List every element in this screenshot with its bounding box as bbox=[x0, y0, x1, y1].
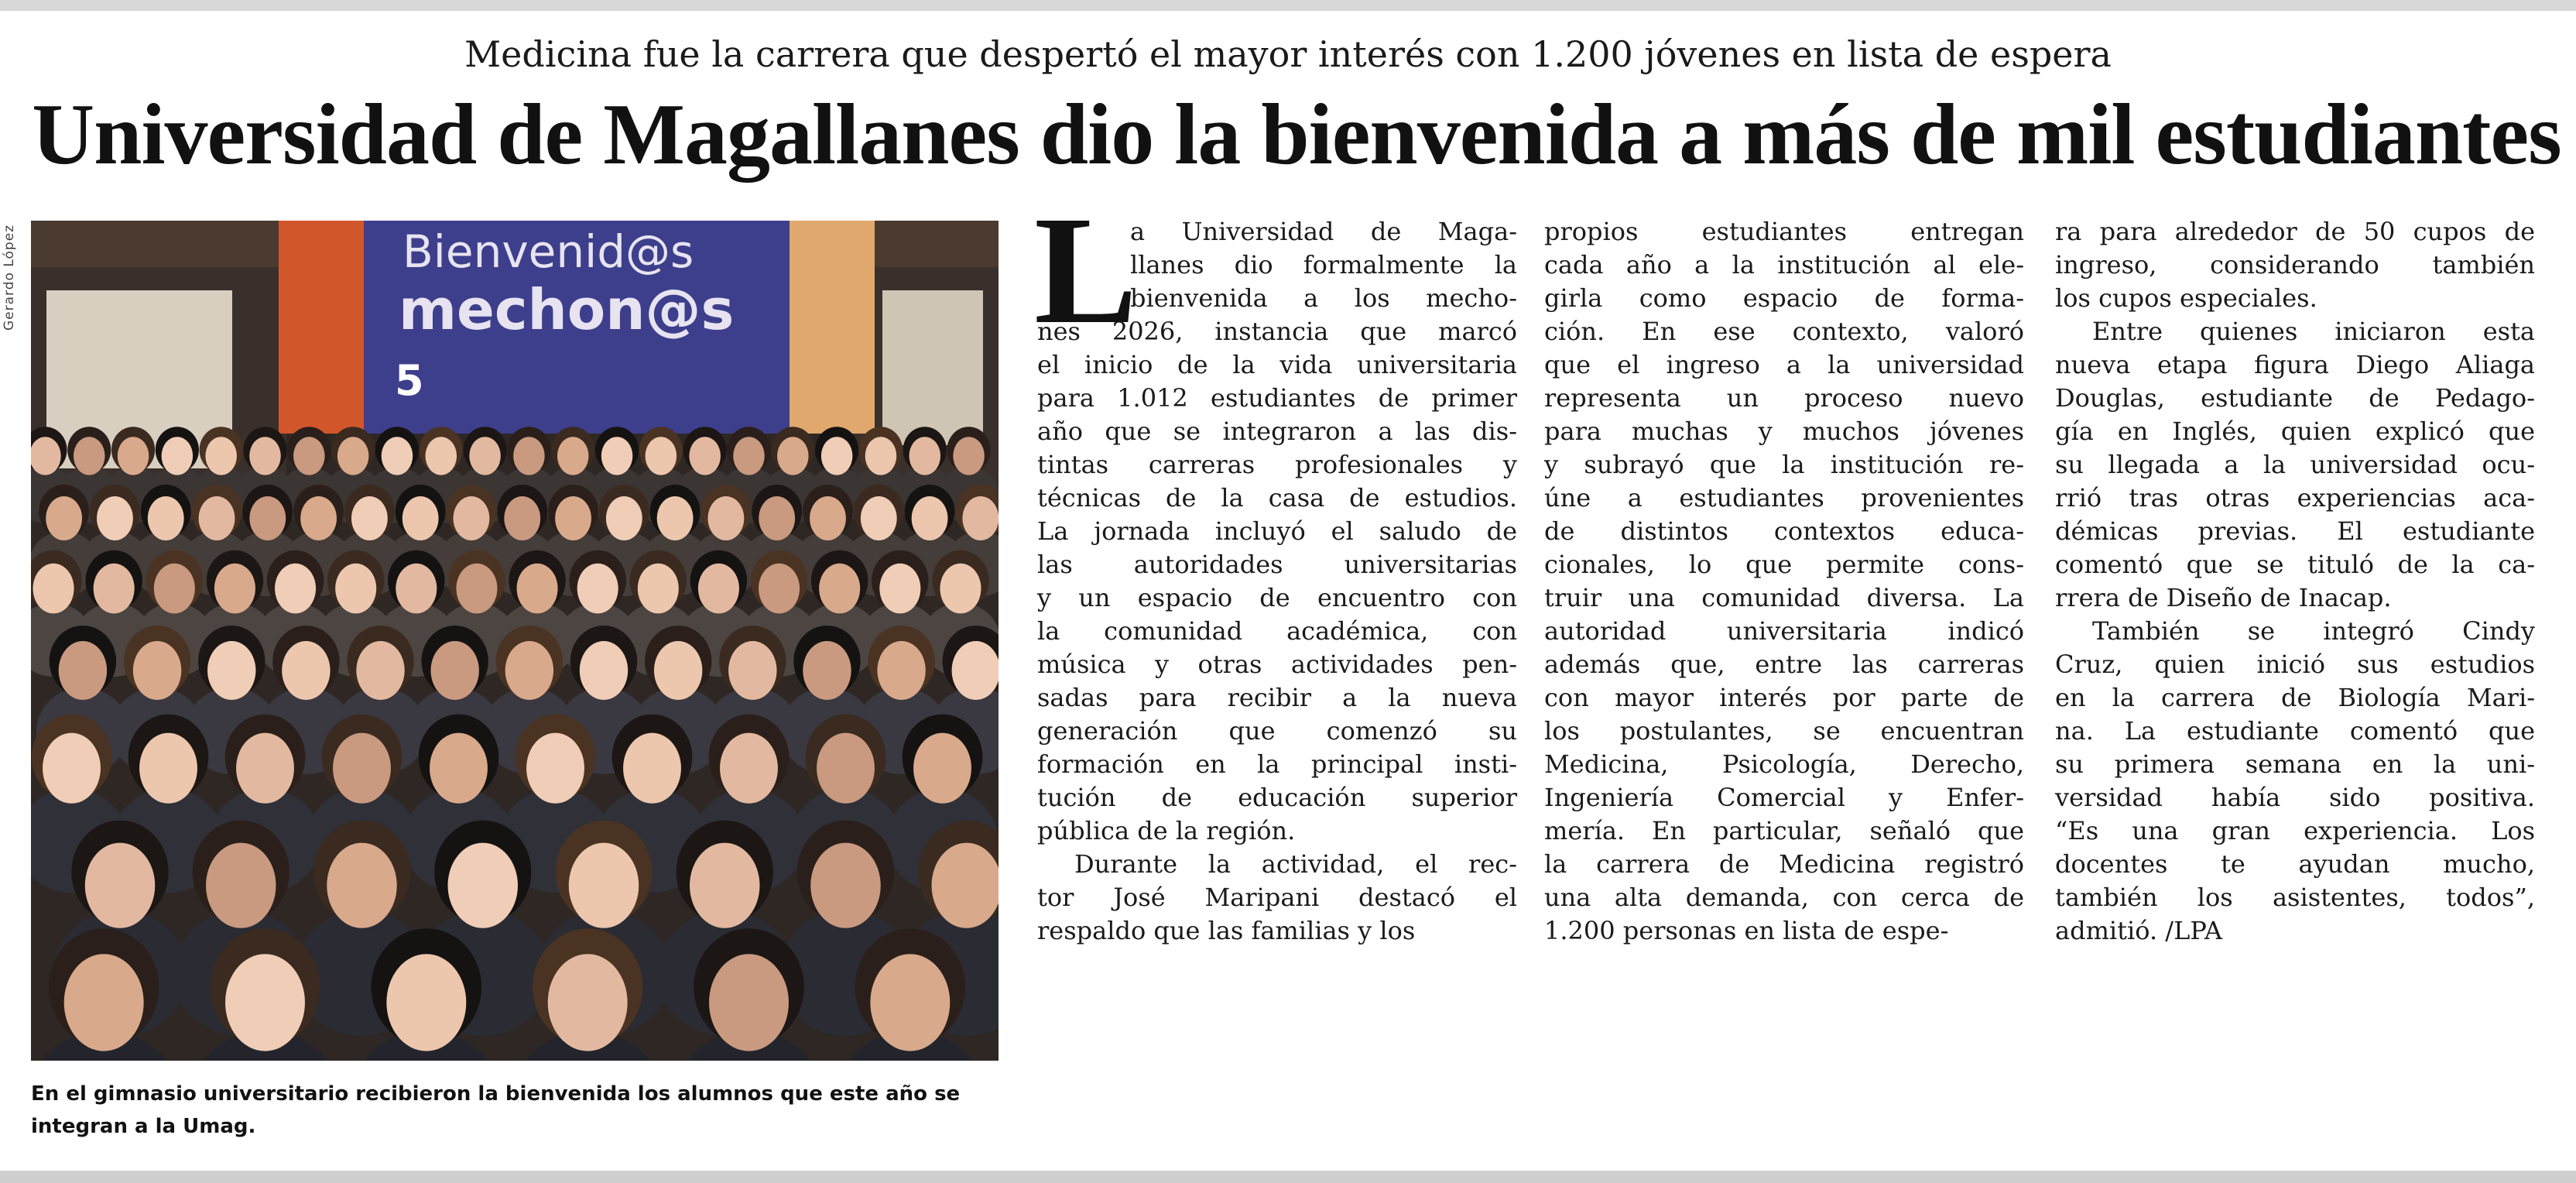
student-face bbox=[601, 437, 633, 475]
article-line: también los asistentes, todos”, bbox=[2055, 883, 2535, 912]
student-face bbox=[720, 733, 778, 804]
student-face bbox=[698, 564, 739, 614]
article-line: propios estudiantes entregan bbox=[1544, 217, 2024, 246]
student-face bbox=[139, 733, 197, 804]
student-face bbox=[657, 496, 694, 540]
student-face bbox=[333, 733, 391, 804]
article-line: bienvenida a los mecho- bbox=[1130, 283, 1517, 313]
student-face bbox=[913, 733, 971, 804]
student-face bbox=[870, 954, 950, 1051]
article-line: año que se integraron a las dis- bbox=[1037, 417, 1517, 446]
article-line: También se integró Cindy bbox=[2092, 616, 2535, 646]
article-line: nes 2026, instancia que marcó bbox=[1037, 317, 1517, 346]
student-face bbox=[557, 437, 589, 475]
article-line: una alta demanda, con cerca de bbox=[1544, 883, 2024, 912]
student-face bbox=[646, 437, 677, 475]
student-face bbox=[728, 641, 776, 700]
article-line: música y otras actividades pen- bbox=[1037, 650, 1517, 679]
article-line: Cruz, quien inició sus estudios bbox=[2055, 650, 2535, 679]
student-face bbox=[777, 437, 809, 475]
student-face bbox=[879, 564, 920, 614]
article-line: generación que comenzó su bbox=[1037, 716, 1517, 746]
student-face bbox=[821, 437, 853, 475]
student-face bbox=[577, 564, 618, 614]
student-face bbox=[709, 954, 789, 1051]
student-face bbox=[690, 843, 759, 928]
student-face bbox=[64, 954, 144, 1051]
student-face bbox=[236, 733, 294, 804]
article-line: los postulantes, se encuentran bbox=[1544, 716, 2024, 746]
article-line: y un espacio de encuentro con bbox=[1037, 583, 1517, 612]
student-face bbox=[707, 496, 744, 540]
article-line: técnicas de la casa de estudios. bbox=[1037, 483, 1517, 513]
student-face bbox=[569, 843, 639, 928]
article-line: girla como espacio de forma- bbox=[1544, 283, 2024, 313]
student-face bbox=[654, 641, 702, 700]
article-line: a Universidad de Maga- bbox=[1130, 217, 1517, 246]
student-face bbox=[504, 496, 540, 540]
article-photo bbox=[31, 221, 999, 1061]
article-line: con mayor interés por parte de bbox=[1544, 683, 2024, 712]
article-line: 1.200 personas en lista de espe- bbox=[1544, 916, 1949, 945]
bottom-rule bbox=[0, 1171, 2576, 1183]
student-face bbox=[154, 564, 195, 614]
student-face bbox=[759, 564, 800, 614]
article-line: que el ingreso a la universidad bbox=[1544, 350, 2024, 379]
article-line: admitió. /LPA bbox=[2055, 916, 2223, 945]
article-line: ción. En ese contexto, valoró bbox=[1544, 317, 2024, 346]
student-face bbox=[425, 437, 457, 475]
student-face bbox=[962, 496, 999, 540]
article-line: pública de la región. bbox=[1037, 816, 1296, 845]
student-face bbox=[199, 496, 235, 540]
photo-credit: Gerardo López bbox=[2, 225, 17, 331]
student-face bbox=[43, 733, 101, 804]
student-face bbox=[293, 437, 325, 475]
student-face bbox=[46, 496, 82, 540]
article-line: además que, entre las carreras bbox=[1544, 650, 2024, 679]
article-line: sadas para recibir a la nueva bbox=[1037, 683, 1517, 712]
student-face bbox=[505, 641, 553, 700]
article-line: las autoridades universitarias bbox=[1037, 550, 1517, 579]
article-line: representa un proceso nuevo bbox=[1544, 383, 2024, 413]
student-face bbox=[448, 843, 518, 928]
student-face bbox=[548, 954, 628, 1051]
top-rule bbox=[0, 0, 2576, 11]
student-face bbox=[275, 564, 316, 614]
article-line: tor José Maripani destacó el bbox=[1037, 883, 1517, 912]
article-line: cionales, lo que permite cons- bbox=[1544, 550, 2024, 579]
student-face bbox=[31, 437, 61, 475]
article-line: “Es una gran experiencia. Los bbox=[2055, 816, 2535, 845]
student-face bbox=[206, 843, 276, 928]
student-face bbox=[469, 437, 501, 475]
student-face bbox=[148, 496, 184, 540]
student-face bbox=[810, 496, 846, 540]
article-line: la carrera de Medicina registró bbox=[1544, 849, 2024, 879]
student-face bbox=[162, 437, 194, 475]
student-face bbox=[877, 641, 925, 700]
student-face bbox=[759, 496, 795, 540]
article-line: Ingeniería Comercial y Enfer- bbox=[1544, 783, 2024, 812]
student-face bbox=[932, 843, 999, 928]
article-line: llanes dio formalmente la bbox=[1130, 250, 1517, 279]
student-face bbox=[382, 437, 413, 475]
article-headline: Universidad de Magallanes dio la bienvenida a más de mil estudiantes bbox=[32, 87, 2561, 183]
article-line: mería. En particular, señaló que bbox=[1544, 816, 2024, 845]
student-face bbox=[300, 496, 337, 540]
student-face bbox=[580, 641, 628, 700]
article-line: La jornada incluyó el saludo de bbox=[1037, 516, 1517, 546]
student-face bbox=[402, 496, 439, 540]
article-line: formación en la principal insti- bbox=[1037, 749, 1517, 779]
student-face bbox=[249, 437, 281, 475]
article-line: su llegada a la universidad ocu- bbox=[2055, 450, 2535, 479]
student-face bbox=[803, 641, 851, 700]
article-line: ingreso, considerando también bbox=[2055, 250, 2535, 279]
article-column-2 bbox=[1544, 215, 2024, 948]
article-line: nueva etapa figura Diego Aliaga bbox=[2055, 350, 2535, 379]
article-column-1 bbox=[1034, 185, 1517, 948]
article-line: respaldo que las familias y los bbox=[1037, 916, 1416, 945]
article-line: para muchas y muchos jóvenes bbox=[1544, 417, 2024, 446]
student-face bbox=[638, 564, 679, 614]
article-line: Douglas, estudiante de Pedago- bbox=[2055, 383, 2535, 413]
article-line: gía en Inglés, quien explicó que bbox=[2055, 417, 2535, 446]
student-face bbox=[337, 437, 369, 475]
student-face bbox=[214, 564, 255, 614]
article-line: rrió tras otras experiencias aca- bbox=[2055, 483, 2535, 513]
article-line: el inicio de la vida universitaria bbox=[1037, 350, 1517, 379]
student-face bbox=[33, 564, 74, 614]
student-face bbox=[430, 733, 488, 804]
student-face bbox=[327, 843, 396, 928]
student-face bbox=[513, 437, 545, 475]
article-line: na. La estudiante comentó que bbox=[2055, 716, 2535, 746]
article-line: y subrayó que la institución re- bbox=[1544, 450, 2024, 479]
article-line: los cupos especiales. bbox=[2055, 283, 2317, 313]
article-kicker: Medicina fue la carrera que despertó el mayor interés con 1.200 jóvenes en lista de espera bbox=[464, 33, 2112, 75]
article-column-3 bbox=[2055, 215, 2535, 948]
student-face bbox=[396, 564, 437, 614]
student-face bbox=[59, 641, 107, 700]
student-face bbox=[517, 564, 558, 614]
student-face bbox=[205, 437, 237, 475]
article-line: úne a estudiantes provenientes bbox=[1544, 483, 2024, 513]
article-line: autoridad universitaria indicó bbox=[1544, 616, 2024, 646]
article-line: rrera de Diseño de Inacap. bbox=[2055, 583, 2392, 612]
article-line: la comunidad académica, con bbox=[1037, 616, 1517, 646]
student-face bbox=[282, 641, 330, 700]
student-face bbox=[555, 496, 591, 540]
student-face bbox=[865, 437, 897, 475]
article-line: en la carrera de Biología Mari- bbox=[2055, 683, 2535, 712]
student-face bbox=[861, 496, 897, 540]
student-face bbox=[456, 564, 497, 614]
student-face bbox=[118, 437, 149, 475]
article-line: su primera semana en la uni- bbox=[2055, 749, 2535, 779]
student-face bbox=[526, 733, 584, 804]
student-face bbox=[85, 843, 155, 928]
student-face bbox=[356, 641, 404, 700]
article-line: Entre quienes iniciaron esta bbox=[2092, 317, 2535, 346]
photo-caption: En el gimnasio universitario recibieron la bienvenida los alumnos que este año se integran a la Umag. bbox=[31, 1082, 961, 1138]
student-face bbox=[819, 564, 860, 614]
student-face bbox=[909, 437, 940, 475]
photo-banner-number: 5 bbox=[395, 356, 424, 405]
student-face bbox=[430, 641, 478, 700]
article-line: cada año a la institución al ele- bbox=[1544, 250, 2024, 279]
student-face bbox=[74, 437, 105, 475]
student-face bbox=[817, 733, 875, 804]
student-face bbox=[335, 564, 376, 614]
article-line: tución de educación superior bbox=[1037, 783, 1517, 812]
student-face bbox=[623, 733, 681, 804]
photo-banner-text: Bienvenid@s bbox=[402, 225, 694, 278]
article-line: Durante la actividad, el rec- bbox=[1074, 849, 1517, 879]
student-face bbox=[386, 954, 466, 1051]
article-line: truir una comunidad diversa. La bbox=[1544, 583, 2024, 612]
article-line: docentes te ayudan mucho, bbox=[2055, 849, 2535, 879]
student-face bbox=[249, 496, 286, 540]
student-face bbox=[952, 641, 999, 700]
student-face bbox=[94, 564, 135, 614]
photo-banner-text-2: mechon@s bbox=[399, 277, 735, 342]
student-face bbox=[953, 437, 985, 475]
article-line: ra para alrededor de 50 cupos de bbox=[2055, 217, 2535, 246]
student-face bbox=[97, 496, 133, 540]
student-face bbox=[689, 437, 721, 475]
student-face bbox=[454, 496, 490, 540]
student-face bbox=[940, 564, 981, 614]
article-line: versidad había sido positiva. bbox=[2055, 783, 2535, 812]
article-line: Medicina, Psicología, Derecho, bbox=[1544, 749, 2024, 779]
student-face bbox=[912, 496, 948, 540]
drop-cap: L bbox=[1034, 185, 1138, 356]
student-face bbox=[351, 496, 388, 540]
student-face bbox=[733, 437, 765, 475]
student-face bbox=[225, 954, 305, 1051]
article-line: démicas previas. El estudiante bbox=[2055, 516, 2535, 546]
student-face bbox=[133, 641, 181, 700]
student-face bbox=[207, 641, 255, 700]
student-face bbox=[606, 496, 642, 540]
student-face bbox=[810, 843, 880, 928]
article-line: de distintos contextos educa- bbox=[1544, 516, 2024, 546]
article-line: tintas carreras profesionales y bbox=[1037, 450, 1517, 479]
article-line: comentó que se tituló de la ca- bbox=[2055, 550, 2535, 579]
article-line: para 1.012 estudiantes de primer bbox=[1037, 383, 1517, 413]
